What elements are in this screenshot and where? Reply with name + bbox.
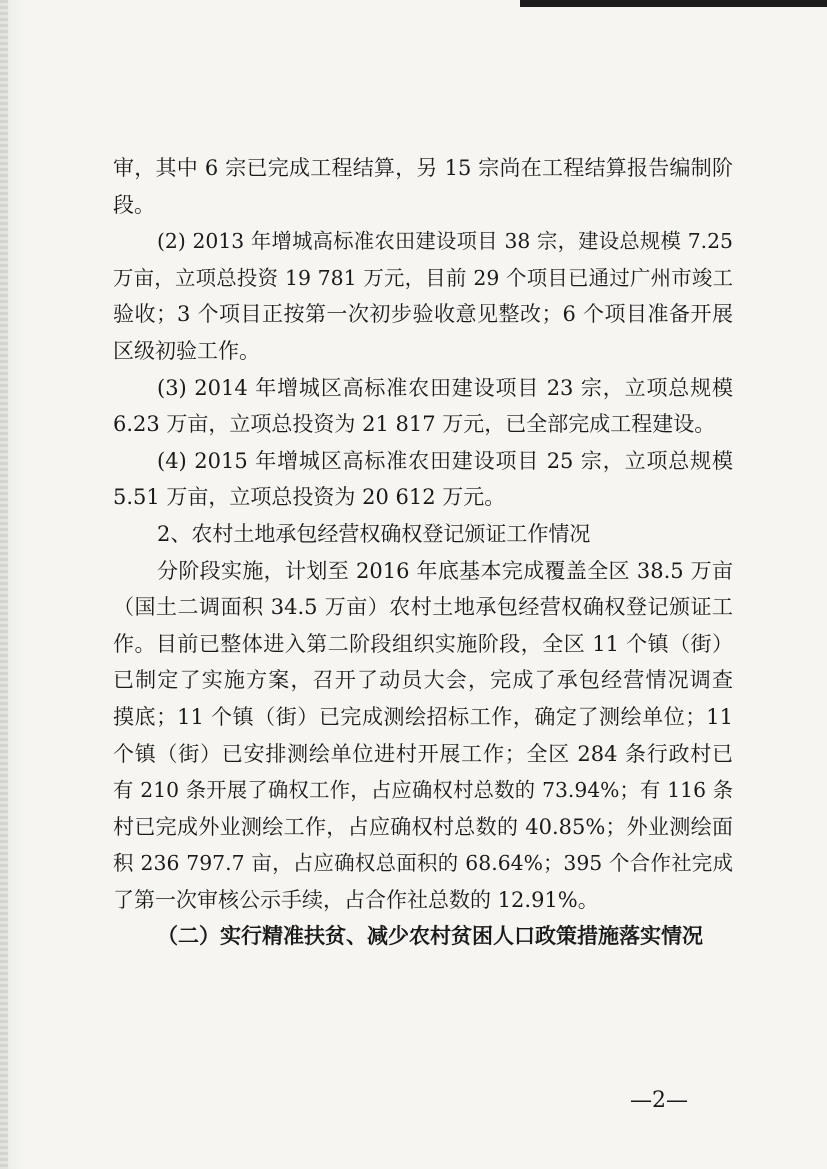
scan-top-bar <box>520 0 827 7</box>
paragraph-line: 分阶段实施，计划至 2016 年底基本完成覆盖全区 38.5 万亩 <box>157 558 733 583</box>
paragraph <box>113 553 733 919</box>
paragraph <box>113 150 733 223</box>
paragraph-line: (2) 2013 年增城高标准农田建设项目 38 宗，建设总规模 7.25 <box>157 229 733 254</box>
paragraph-line: 了第一次审核公示手续，占合作社总数的 12.91%。 <box>113 887 599 912</box>
paragraph-line: 6.23 万亩，立项总投资为 21 817 万元，已全部完成工程建设。 <box>113 412 716 437</box>
paragraph-line: 摸底；11 个镇（街）已完成测绘招标工作，确定了测绘单位；11 <box>113 704 733 729</box>
paragraph-line: 已制定了实施方案，召开了动员大会，完成了承包经营情况调查 <box>113 668 733 693</box>
paragraph-line: 验收；3 个项目正按第一次初步验收意见整改；6 个项目准备开展 <box>113 302 733 327</box>
paragraph-line: 万亩，立项总投资 19 781 万元，目前 29 个项目已通过广州市竣工 <box>113 265 733 290</box>
paragraph-line: 审，其中 6 宗已完成工程结算，另 15 宗尚在工程结算报告编制阶 <box>113 156 733 180</box>
paragraph-line: 2、农村土地承包经营权确权登记颁证工作情况 <box>157 521 591 546</box>
paragraph <box>113 223 733 369</box>
document-body <box>113 150 733 955</box>
paragraph-line: 作。目前已整体进入第二阶段组织实施阶段，全区 11 个镇（街） <box>113 631 733 656</box>
paragraph <box>113 443 733 516</box>
page-number: —2— <box>630 1088 688 1113</box>
paragraph-line: 村已完成外业测绘工作，占应确权村总数的 40.85%；外业测绘面 <box>113 814 733 839</box>
scan-left-edge <box>0 0 8 1169</box>
paragraph-line: （国土二调面积 34.5 万亩）农村土地承包经营权确权登记颁证工 <box>113 595 733 620</box>
paragraph-line: (4) 2015 年增城区高标准农田建设项目 25 宗，立项总规模 <box>157 448 733 473</box>
paragraph-line: 有 210 条开展了确权工作，占应确权村总数的 73.94%；有 116 条 <box>113 778 733 803</box>
paragraph-list <box>113 150 733 918</box>
section-heading: （二）实行精准扶贫、减少农村贫困人口政策措施落实情况 <box>157 924 703 949</box>
paragraph-line: 积 236 797.7 亩，占应确权总面积的 68.64%；395 个合作社完成 <box>113 851 733 876</box>
paragraph-line: 段。 <box>113 192 155 217</box>
paragraph-line: (3) 2014 年增城区高标准农田建设项目 23 宗，立项总规模 <box>157 375 733 400</box>
paragraph-line: 区级初验工作。 <box>113 338 260 363</box>
paragraph-line: 5.51 万亩，立项总投资为 20 612 万元。 <box>113 485 506 510</box>
paragraph <box>113 516 733 553</box>
paragraph <box>113 370 733 443</box>
paragraph-line: 个镇（街）已安排测绘单位进村开展工作；全区 284 条行政村已 <box>113 741 733 766</box>
